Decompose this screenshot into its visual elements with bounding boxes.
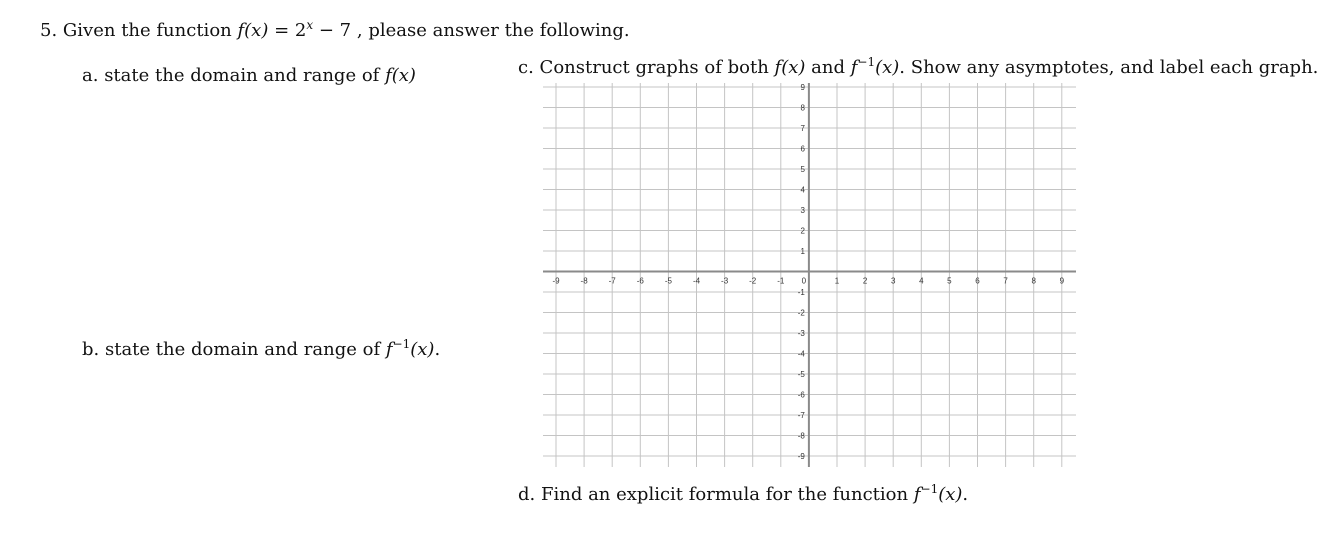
part-c-label: c.	[518, 57, 534, 78]
part-d-tail: .	[962, 484, 969, 505]
x-tick-label: 2	[862, 276, 868, 286]
y-tick-label: -4	[797, 349, 805, 359]
x-tick-label: 5	[947, 276, 952, 286]
part-c-math2-base: f	[850, 57, 858, 78]
x-tick-label: 8	[1031, 276, 1036, 286]
x-tick-label: -7	[608, 276, 616, 286]
function-exponent: x	[306, 18, 314, 32]
x-tick-label: -5	[664, 276, 672, 286]
part-c-math2-arg: (x)	[875, 57, 900, 78]
x-tick-label: -8	[580, 276, 588, 286]
part-c-tail: . Show any asymptotes, and label each graph.	[899, 57, 1319, 78]
y-tick-label: -6	[797, 390, 805, 400]
part-b-label: b.	[82, 339, 100, 360]
y-tick-label: 4	[800, 185, 805, 195]
part-b	[82, 339, 440, 361]
part-c-text: Construct graphs of both	[539, 57, 769, 78]
part-c	[518, 57, 1318, 79]
question-number: 5.	[40, 20, 58, 41]
y-tick-label: 7	[800, 124, 805, 133]
part-c-math1: f(x)	[774, 57, 806, 78]
function-base: 2	[294, 20, 307, 41]
part-d-math-arg: (x)	[938, 484, 963, 505]
x-tick-label: -1	[777, 276, 785, 286]
y-tick-label: 8	[800, 103, 805, 113]
part-d-math-base: f	[913, 484, 921, 505]
x-tick-label: 6	[975, 276, 980, 286]
part-d-label: d.	[518, 484, 536, 505]
part-a-label: a.	[82, 65, 99, 86]
question-header	[40, 20, 630, 42]
part-b-math-arg: (x)	[410, 339, 435, 360]
y-tick-label: 5	[800, 165, 805, 174]
y-tick-label: -5	[797, 370, 805, 379]
part-d	[518, 484, 968, 506]
header-comma: ,	[356, 20, 363, 41]
x-tick-label: 0	[801, 276, 807, 286]
y-tick-label: -2	[797, 308, 805, 318]
coordinate-grid[interactable]	[543, 83, 1076, 467]
x-tick-label: 3	[890, 276, 896, 286]
part-a-text: state the domain and range of	[104, 65, 380, 86]
y-tick-label: -8	[797, 431, 805, 441]
function-minus-term: − 7	[318, 20, 352, 41]
x-tick-label: -9	[552, 276, 560, 286]
part-b-math-sup: −1	[392, 337, 411, 351]
part-a-math: f(x)	[385, 65, 416, 86]
y-tick-label: -1	[797, 288, 805, 297]
part-d-text: Find an explicit formula for the function	[540, 484, 909, 505]
part-b-math-base: f	[385, 339, 393, 360]
x-tick-label: 1	[834, 276, 840, 286]
y-tick-label: 3	[800, 206, 805, 215]
question-intro: Given the function	[62, 20, 232, 41]
y-tick-label: 1	[800, 247, 805, 256]
part-c-math2-sup: −1	[857, 55, 876, 69]
y-tick-label: 6	[800, 144, 805, 154]
function-lhs: f(x)	[237, 20, 269, 41]
part-c-and: and	[811, 57, 845, 78]
x-tick-label: 7	[1003, 276, 1008, 286]
part-b-text: state the domain and range of	[104, 339, 381, 360]
y-tick-label: 9	[800, 83, 805, 92]
x-tick-label: 4	[919, 276, 924, 286]
x-tick-label: -4	[692, 276, 701, 286]
y-tick-label: -3	[797, 329, 805, 338]
x-tick-label: -6	[636, 276, 644, 286]
part-b-tail: .	[434, 339, 441, 360]
y-tick-label: 2	[800, 226, 805, 236]
equals-sign: =	[274, 20, 290, 41]
x-tick-label: -2	[749, 276, 757, 286]
y-tick-label: -9	[797, 452, 805, 461]
part-d-math-sup: −1	[920, 482, 939, 496]
x-tick-label: -3	[721, 276, 729, 286]
part-a	[82, 65, 416, 87]
x-tick-label: 9	[1059, 276, 1065, 286]
y-tick-label: -7	[797, 411, 805, 420]
question-outro: please answer the following.	[368, 20, 630, 41]
